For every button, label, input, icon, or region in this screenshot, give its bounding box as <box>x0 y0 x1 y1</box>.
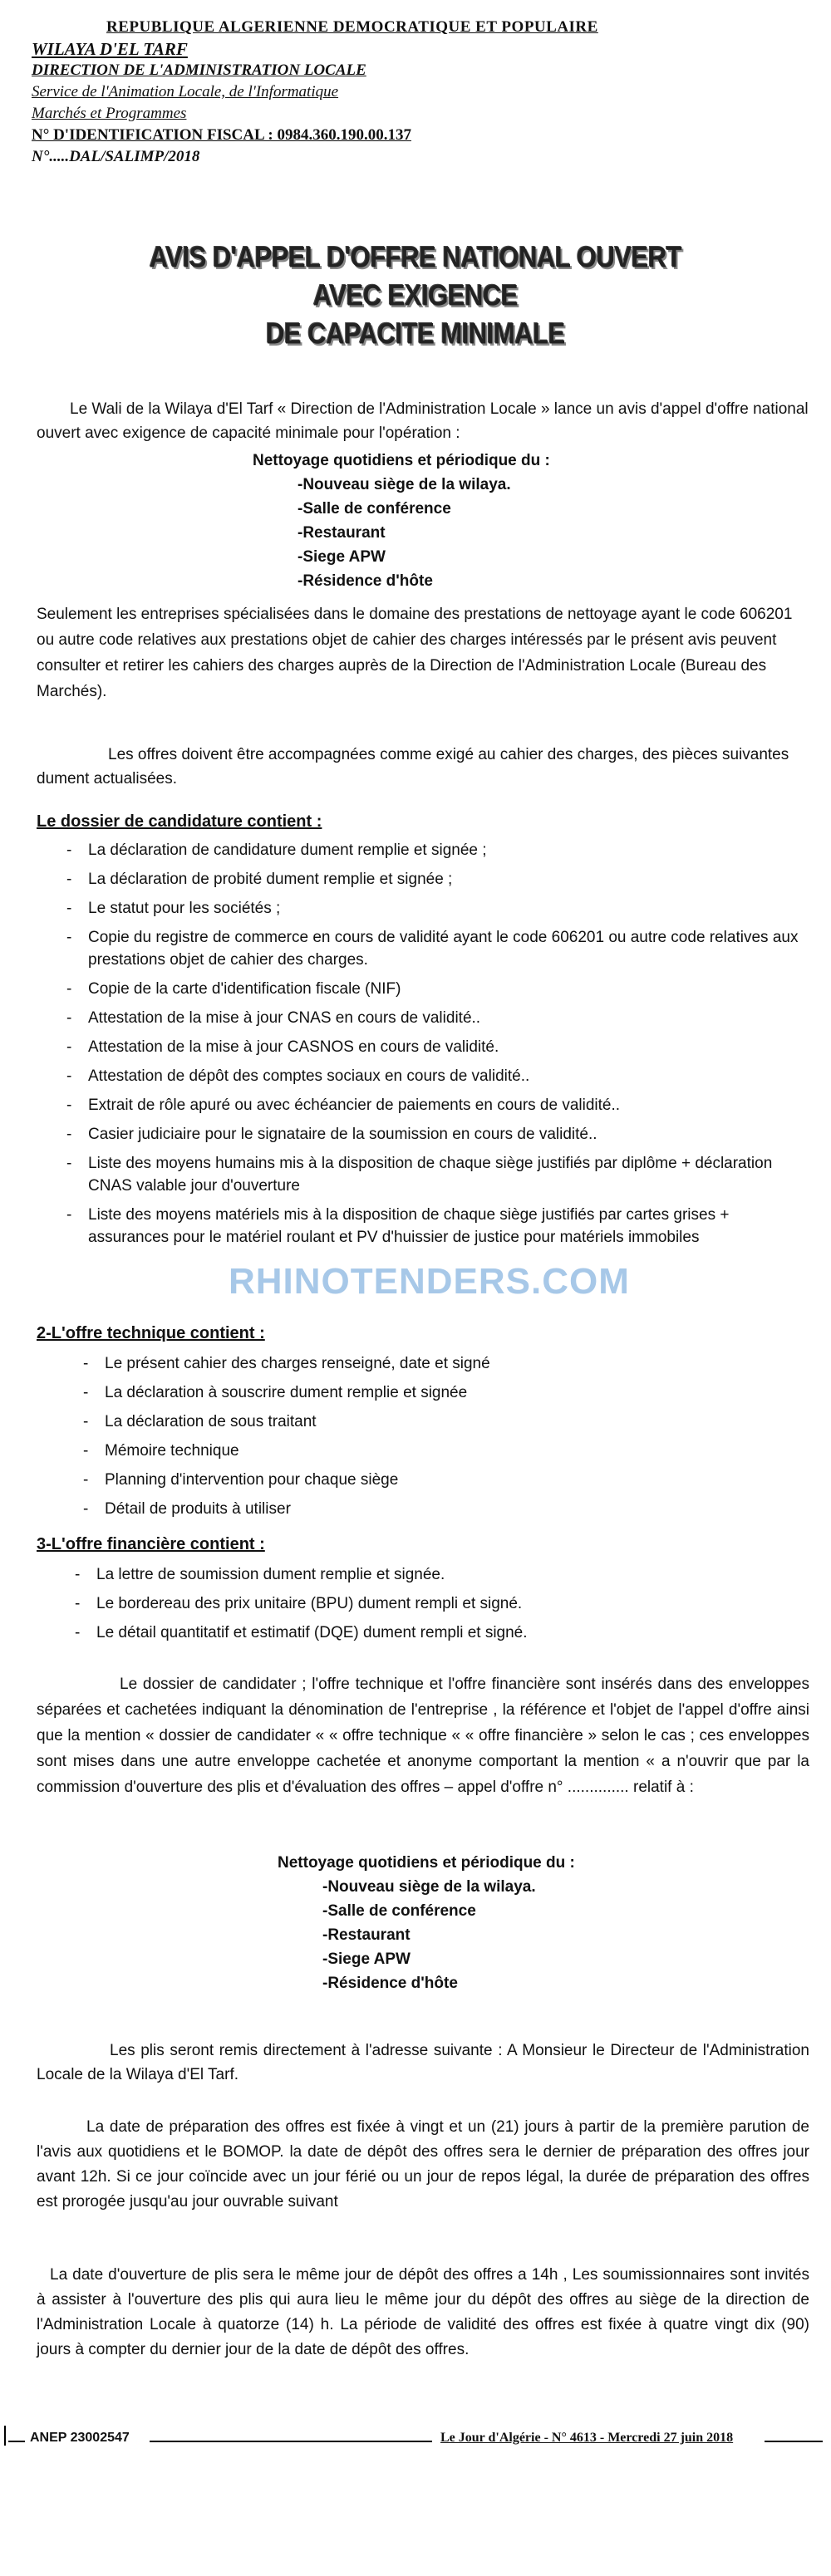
list-item: - Copie du registre de commerce en cours de validité ayant le code 606201 ou autre code relatives aux prestations objet de cahier des charges. <box>37 926 809 971</box>
operation-list-repeat <box>278 1851 575 1995</box>
footer-rule-middle <box>150 2441 432 2442</box>
eligibility-paragraph: Seulement les entreprises spécialisées dans le domaine des prestations de nettoyage ayant le code 606201 ou autre code relatives aux prestations objet de cahier des charges intéressés par le présent avis peuvent consulter et retirer les cahiers des charges auprès de la Direction de l'Administration Locale (Bureau des Marchés). <box>37 606 793 700</box>
opening-paragraph: La date d'ouverture de plis sera le même jour de dépôt des offres a 14h , Les soumissionnaires sont invités à assister à l'ouverture des plis qui aura lieu le même jour du dépôt des offres au siège de la direction de l'Administration Locale à quatorze (14) h. La période de validité des offres est fixée à quatre vingt dix (90) jours à compter du dernier jour de la date de dépôt des offres. <box>37 2266 809 2358</box>
list-item: - Mémoire technique <box>53 1440 826 1462</box>
list-item: - Copie de la carte d'identification fiscale (NIF) <box>37 978 809 1000</box>
operation-item: -Siege APW <box>297 548 386 566</box>
operation-item: -Salle de conférence <box>297 500 451 518</box>
issuer-header <box>32 17 779 168</box>
operation-item: -Restaurant <box>297 524 386 542</box>
operation-item: -Restaurant <box>322 1926 411 1944</box>
list-item: - Liste des moyens matériels mis à la disposition de chaque siège justifiés par cartes grises + assurances pour le matériel roulant et PV d'huissier de justice pour matériels immobiles <box>37 1204 809 1249</box>
wilaya-line: WILAYA D'EL TARF <box>32 39 188 59</box>
notice-title-line2: DE CAPACITE MINIMALE <box>266 316 565 351</box>
newspaper-source: Le Jour d'Algérie - N° 4613 - Mercredi 27 juin 2018 <box>440 2431 734 2445</box>
list-item: - La lettre de soumission dument remplie et signée. <box>45 1563 818 1586</box>
operation-heading: Nettoyage quotidiens et périodique du : <box>278 1854 575 1872</box>
list-item: - La déclaration de probité dument remplie et signée ; <box>37 868 809 891</box>
deadline-paragraph: La date de préparation des offres est fixée à vingt et un (21) jours à partir de la première parution de l'avis aux quotidiens et le BOMOP. la date de dépôt des offres sera le dernier de préparation des offres jour avant 12h. Si ce jour coïncide avec un jour férié ou un jour de repos légal, la durée de préparation des offres est prorogée jusqu'au jour ouvrable suivant <box>37 2118 809 2210</box>
operation-item: -Nouveau siège de la wilaya. <box>297 476 511 493</box>
dossier-heading: Le dossier de candidature contient : <box>37 812 322 831</box>
list-item: - Le statut pour les sociétés ; <box>37 897 809 920</box>
envelopes-paragraph: Le dossier de candidater ; l'offre technique et l'offre financière sont insérés dans des enveloppes séparées et cachetées indiquant la dénomination de l'entreprise , la référence et l'objet de l'appel d'offre ainsi que la mention « dossier de candidater « « offre technique « « offre financière » selon le cas ; ces enveloppes sont mises dans une autre enveloppe cachetée et anonyme comportant la mention « a n'ouvrir que par la commission d'ouverture des plis et d'évaluation des offres – appel d'offre n° .............. relatif à : <box>37 1676 809 1796</box>
reference-line: N°.....DAL/SALIMP/2018 <box>32 148 200 165</box>
operation-item: -Résidence d'hôte <box>297 572 433 590</box>
nif-line: N° D'IDENTIFICATION FISCAL : 0984.360.190.00.137 <box>32 126 411 144</box>
footer-rule-left <box>8 2441 25 2442</box>
newspaper-footer <box>0 2429 831 2462</box>
list-item: - Liste des moyens humains mis à la disposition de chaque siège justifiés par diplôme + déclaration CNAS valable jour d'ouverture <box>37 1152 809 1197</box>
technique-list <box>53 1352 826 1527</box>
watermark: RHINOTENDERS.COM <box>229 1261 630 1302</box>
notice-title <box>116 238 715 353</box>
dossier-list <box>37 839 809 1255</box>
list-item: - Le présent cahier des charges renseigné, date et signé <box>53 1352 826 1375</box>
list-item: - Le détail quantitatif et estimatif (DQE) dument rempli et signé. <box>45 1622 818 1644</box>
operation-item: -Salle de conférence <box>322 1902 476 1920</box>
footer-rule-right <box>765 2441 823 2442</box>
operation-item: -Siege APW <box>322 1950 411 1968</box>
service-line: Service de l'Animation Locale, de l'Informatique <box>32 83 339 101</box>
list-item: - Casier judiciaire pour le signataire de la soumission en cours de validité.. <box>37 1123 809 1146</box>
notice-title-line1: AVIS D'APPEL D'OFFRE NATIONAL OUVERT AVEC EXIGENCE <box>149 240 682 312</box>
operation-list <box>253 449 550 593</box>
offers-note: Les offres doivent être accompagnées comme exigé au cahier des charges, des pièces suivantes dument actualisées. <box>37 746 789 788</box>
financiere-list <box>45 1563 818 1651</box>
list-item: - Détail de produits à utiliser <box>53 1498 826 1520</box>
financiere-heading: 3-L'offre financière contient : <box>37 1535 265 1553</box>
list-item: - La déclaration de candidature dument remplie et signée ; <box>37 839 809 861</box>
republic-line: REPUBLIQUE ALGERIENNE DEMOCRATIQUE ET POPULAIRE <box>106 18 598 36</box>
operation-item: -Résidence d'hôte <box>322 1975 458 1992</box>
list-item: - Le bordereau des prix unitaire (BPU) dument rempli et signé. <box>45 1592 818 1615</box>
direction-line: DIRECTION DE L'ADMINISTRATION LOCALE <box>32 61 366 79</box>
list-item: - Planning d'intervention pour chaque siège <box>53 1469 826 1491</box>
list-item: - Attestation de la mise à jour CNAS en cours de validité.. <box>37 1007 809 1029</box>
list-item: - La déclaration de sous traitant <box>53 1411 826 1433</box>
list-item: - La déclaration à souscrire dument remplie et signée <box>53 1381 826 1404</box>
operation-heading: Nettoyage quotidiens et périodique du : <box>253 452 550 469</box>
address-paragraph: Les plis seront remis directement à l'adresse suivante : A Monsieur le Directeur de l'Administration Locale de la Wilaya d'El Tarf. <box>37 2042 809 2083</box>
intro-paragraph: Le Wali de la Wilaya d'El Tarf « Direction de l'Administration Locale » lance un avis d'appel d'offre national ouvert avec exigence de capacité minimale pour l'opération : <box>37 400 809 442</box>
list-item: - Attestation de la mise à jour CASNOS en cours de validité. <box>37 1036 809 1058</box>
technique-heading: 2-L'offre technique contient : <box>37 1324 265 1342</box>
list-item: - Extrait de rôle apuré ou avec échéancier de paiements en cours de validité.. <box>37 1094 809 1116</box>
operation-item: -Nouveau siège de la wilaya. <box>322 1878 536 1896</box>
list-item: - Attestation de dépôt des comptes sociaux en cours de validité.. <box>37 1065 809 1087</box>
bureau-line: Marchés et Programmes <box>32 105 187 122</box>
anep-reference: ANEP 23002547 <box>30 2431 130 2445</box>
